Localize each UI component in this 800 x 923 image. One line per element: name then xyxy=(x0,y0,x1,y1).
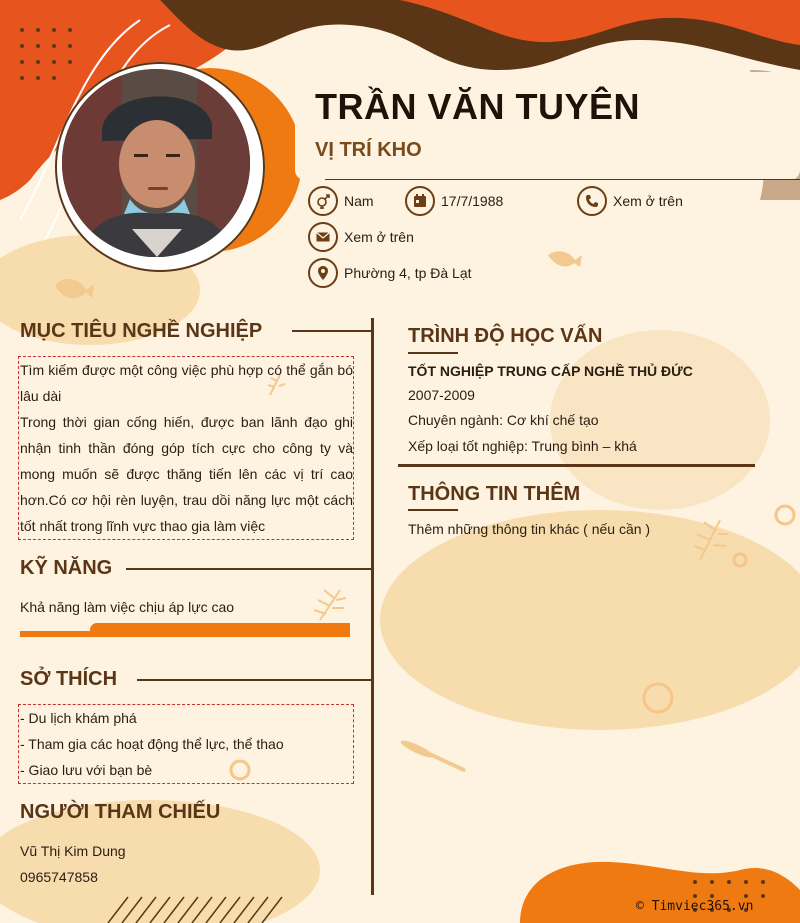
hobby-item: - Du lịch khám phá xyxy=(20,710,137,726)
education-title-line xyxy=(408,352,458,354)
gender-icon xyxy=(308,186,338,216)
calendar-icon xyxy=(405,186,435,216)
education-title: TRÌNH ĐỘ HỌC VẤN xyxy=(408,325,603,347)
skill-name: Khả năng làm việc chịu áp lực cao xyxy=(20,599,235,615)
phone-value: Xem ở trên xyxy=(613,193,683,209)
additional-info-text: Thêm những thông tin khác ( nếu cần ) xyxy=(408,521,651,537)
skills-title-line xyxy=(126,568,372,570)
column-divider xyxy=(371,318,374,895)
job-position: VỊ TRÍ KHO xyxy=(315,139,422,161)
gender-value: Nam xyxy=(344,193,374,209)
contact-email xyxy=(308,222,414,252)
skills-title: KỸ NĂNG xyxy=(20,557,113,579)
references-title: NGƯỜI THAM CHIẾU xyxy=(20,801,221,823)
location-pin-icon xyxy=(308,258,338,288)
hobby-item: - Giao lưu với bạn bè xyxy=(20,762,153,778)
hobbies-title: SỞ THÍCH xyxy=(20,668,118,690)
hobbies-title-line xyxy=(137,679,372,681)
education-divider xyxy=(398,464,755,467)
profile-photo xyxy=(55,62,265,272)
birthday-value: 17/7/1988 xyxy=(441,193,504,209)
avatar xyxy=(62,69,250,257)
watermark: © Timviec365.vn xyxy=(636,899,754,914)
contact-phone xyxy=(577,186,683,216)
education-school: TỐT NGHIỆP TRUNG CẤP NGHỀ THỦ ĐỨC xyxy=(408,363,693,379)
objective-title: MỤC TIÊU NGHỀ NGHIỆP xyxy=(20,320,263,342)
candidate-name: TRẦN VĂN TUYÊN xyxy=(315,86,641,127)
objective-title-line xyxy=(292,330,372,332)
education-years: 2007-2009 xyxy=(408,387,475,403)
email-icon xyxy=(308,222,338,252)
education-grade: Xếp loại tốt nghiệp: Trung bình – khá xyxy=(408,438,637,454)
address-value: Phường 4, tp Đà Lạt xyxy=(344,265,472,281)
objective-paragraph-2: Trong thời gian cống hiến, được ban lãnh đạo ghi nhận tinh thần đóng góp tích cực cho công ty và mong muốn sẽ được thăng tiến lên các vị trí cao hơn.Có cơ hội rèn luyện, trau dồi năng lực một cách tốt nhất trong lĩnh vực thao gia làm việc xyxy=(20,414,353,534)
hobby-item: - Tham gia các hoạt động thể lực, thể thao xyxy=(20,736,284,752)
additional-info-title-line xyxy=(408,509,458,511)
contact-birthday xyxy=(405,186,503,216)
objective-paragraph-1: Tìm kiếm được một công việc phù hợp có thể gắn bó lâu dài xyxy=(20,362,353,404)
education-major: Chuyên ngành: Cơ khí chế tạo xyxy=(408,412,599,428)
additional-info-title: THÔNG TIN THÊM xyxy=(408,483,581,505)
header-divider xyxy=(325,179,800,180)
contact-address xyxy=(308,258,472,288)
contact-gender xyxy=(308,186,374,216)
reference-phone: 0965747858 xyxy=(20,869,98,885)
reference-name: Vũ Thị Kim Dung xyxy=(20,843,126,859)
email-value: Xem ở trên xyxy=(344,229,414,245)
phone-icon xyxy=(577,186,607,216)
skill-level-bar xyxy=(20,623,350,637)
